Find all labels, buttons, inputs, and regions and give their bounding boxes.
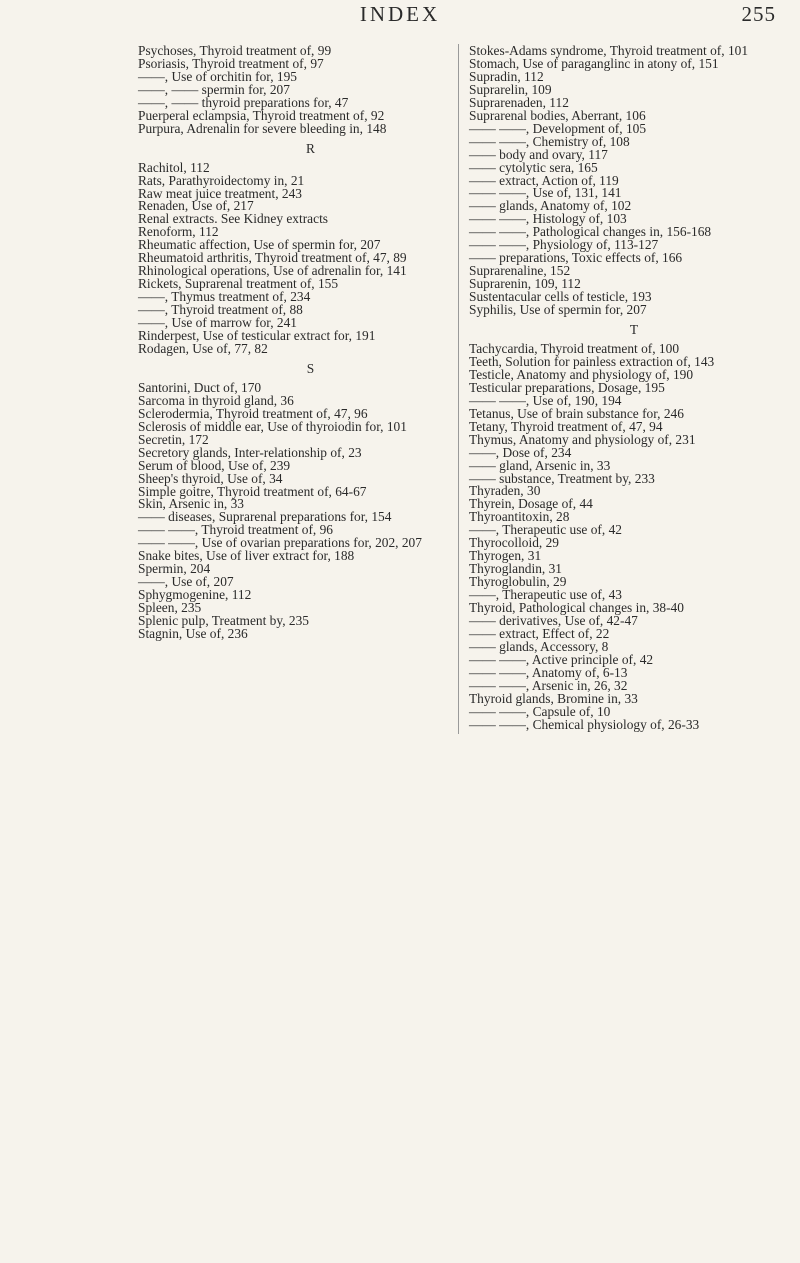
index-entry: Thyroid, Pathological changes in, 38-40 — [469, 600, 684, 616]
index-entry: —— derivatives, Use of, 42-47 — [469, 612, 638, 628]
index-entry: Santorini, Duct of, 170 — [138, 379, 262, 395]
index-entry: Sarcoma in thyroid gland, 36 — [138, 392, 294, 408]
index-entry: Tachycardia, Thyroid treatment of, 100 — [469, 340, 680, 356]
index-entry: —— glands, Anatomy of, 102 — [469, 198, 632, 214]
column-divider — [458, 44, 459, 734]
index-entry: Stagnin, Use of, 236 — [138, 625, 248, 641]
index-entry: Rheumatoid arthritis, Thyroid treatment of, 47, 89 — [138, 250, 407, 266]
index-entry: Suprarenal bodies, Aberrant, 106 — [469, 107, 646, 123]
index-entry: —— ——, Use of ovarian preparations for, 202, 207 — [138, 535, 422, 551]
index-entry: ——, Use of, 207 — [138, 574, 234, 590]
index-entry: ——, Therapeutic use of, 43 — [469, 587, 622, 603]
index-entry: Renoform, 112 — [138, 224, 219, 240]
index-entry: ——, —— thyroid preparations for, 47 — [138, 94, 349, 110]
index-entry: Rachitol, 112 — [138, 159, 210, 175]
index-entry: Tetany, Thyroid treatment of, 47, 94 — [469, 418, 663, 434]
index-entry: Spleen, 235 — [138, 600, 202, 616]
index-entry: —— diseases, Suprarenal preparations for, 154 — [138, 509, 392, 525]
index-entry: ——, Use of marrow for, 241 — [138, 315, 298, 331]
index-entry: Rhinological operations, Use of adrenalin for, 141 — [138, 263, 407, 279]
index-entry: Rickets, Suprarenal treatment of, 155 — [138, 276, 339, 292]
index-entry: —— extract, Action of, 119 — [469, 172, 619, 188]
index-entry: —— substance, Treatment by, 233 — [469, 470, 655, 486]
index-entry: Simple goitre, Thyroid treatment of, 64-67 — [138, 483, 367, 499]
index-entry: Renal extracts. See Kidney extracts — [138, 211, 328, 227]
index-entry: —— ——, Use of, 131, 141 — [469, 185, 622, 201]
index-entry: Testicular preparations, Dosage, 195 — [469, 379, 665, 395]
index-entry: —— body and ovary, 117 — [469, 146, 608, 162]
index-entry: —— preparations, Toxic effects of, 166 — [469, 250, 683, 266]
index-entry: Purpura, Adrenalin for severe bleeding in, 148 — [138, 120, 387, 136]
page-title: INDEX — [359, 2, 441, 26]
index-entry: Thyrogen, 31 — [469, 548, 542, 564]
index-entry: —— ——, Capsule of, 10 — [469, 703, 611, 719]
index-entry: Serum of blood, Use of, 239 — [138, 457, 291, 473]
index-entry: Snake bites, Use of liver extract for, 188 — [138, 548, 355, 564]
index-entry: —— ——, Pathological changes in, 156-168 — [469, 224, 712, 240]
index-entry: —— extract, Effect of, 22 — [469, 625, 610, 641]
index-entry: Psoriasis, Thyroid treatment of, 97 — [138, 55, 324, 71]
index-entry: Suprarenaline, 152 — [469, 263, 571, 279]
index-entry: ——, Thyroid treatment of, 88 — [138, 302, 303, 318]
index-entry: ——, Thymus treatment of, 234 — [138, 289, 311, 305]
index-entry: Suprarenaden, 112 — [469, 94, 569, 110]
index-entry: Thyroid glands, Bromine in, 33 — [469, 690, 638, 706]
index-entry: Thymus, Anatomy and physiology of, 231 — [469, 431, 696, 447]
index-entry: Renaden, Use of, 217 — [138, 198, 254, 214]
index-entry: —— ——, Physiology of, 113-127 — [469, 237, 659, 253]
index-entry: Sheep's thyroid, Use of, 34 — [138, 470, 283, 486]
index-entry: —— glands, Accessory, 8 — [469, 638, 609, 654]
index-entry: Psychoses, Thyroid treatment of, 99 — [138, 43, 332, 58]
index-entry: —— ——, Arsenic in, 26, 32 — [469, 677, 628, 693]
index-entry: —— ——, Use of, 190, 194 — [469, 392, 622, 408]
page-number: 255 — [741, 2, 776, 26]
index-entry: Sclerodermia, Thyroid treatment of, 47, 96 — [138, 405, 368, 421]
index-entry: —— ——, Development of, 105 — [469, 120, 647, 136]
index-entry: Splenic pulp, Treatment by, 235 — [138, 613, 309, 629]
index-entry: Sphygmogenine, 112 — [138, 587, 252, 603]
index-entry: Suprarelin, 109 — [469, 81, 552, 97]
index-entry: Rinderpest, Use of testicular extract for, 191 — [138, 328, 376, 344]
index-entry: —— ——, Chemistry of, 108 — [469, 133, 630, 149]
index-entry: —— ——, Active principle of, 42 — [469, 651, 654, 667]
index-entry: ——, Dose of, 234 — [469, 444, 572, 460]
index-entry: Raw meat juice treatment, 243 — [138, 185, 302, 201]
index-entry: ——, Use of orchitin for, 195 — [138, 68, 298, 84]
index-entry: Teeth, Solution for painless extraction of, 143 — [469, 353, 715, 369]
index-entry: Testicle, Anatomy and physiology of, 190 — [469, 366, 694, 382]
index-column-left — [138, 45, 483, 641]
index-entry: Sustentacular cells of testicle, 193 — [469, 289, 652, 305]
index-entry: ——, —— spermin for, 207 — [138, 81, 290, 97]
section-letter: S — [306, 360, 315, 376]
index-entry: Thyraden, 30 — [469, 483, 541, 499]
index-entry: ——, Therapeutic use of, 42 — [469, 522, 622, 538]
running-head — [0, 2, 800, 32]
index-entry: Puerperal eclampsia, Thyroid treatment of, 92 — [138, 107, 385, 123]
index-entry: Rheumatic affection, Use of spermin for, 207 — [138, 237, 381, 253]
index-entry: Thyroglandin, 31 — [469, 561, 562, 577]
index-entry: Suprarenin, 109, 112 — [469, 276, 581, 292]
index-entry: Sclerosis of middle ear, Use of thyroiodin for, 101 — [138, 418, 407, 434]
index-entry: Skin, Arsenic in, 33 — [138, 496, 245, 512]
section-letter: T — [629, 322, 639, 338]
index-entry: —— ——, Histology of, 103 — [469, 211, 627, 227]
index-entry: Stokes-Adams syndrome, Thyroid treatment of, 101 — [469, 43, 749, 58]
index-column-right — [469, 45, 799, 732]
index-entry: Spermin, 204 — [138, 561, 211, 577]
index-entry: Secretin, 172 — [138, 431, 209, 447]
index-entry: —— ——, Chemical physiology of, 26-33 — [469, 716, 700, 732]
index-entry: —— gland, Arsenic in, 33 — [469, 457, 611, 473]
index-entry: Rodagen, Use of, 77, 82 — [138, 340, 268, 356]
index-entry: —— ——, Anatomy of, 6-13 — [469, 664, 628, 680]
index-entry: —— ——, Thyroid treatment of, 96 — [138, 522, 334, 538]
section-letter: R — [306, 140, 315, 156]
index-entry: —— cytolytic sera, 165 — [469, 159, 598, 175]
index-entry: Syphilis, Use of spermin for, 207 — [469, 302, 647, 318]
index-entry: Tetanus, Use of brain substance for, 246 — [469, 405, 684, 421]
index-entry: Rats, Parathyroidectomy in, 21 — [138, 172, 305, 188]
index-entry: Supradin, 112 — [469, 68, 544, 84]
index-entry: Thyrocolloid, 29 — [469, 535, 560, 551]
index-entry: Thyrein, Dosage of, 44 — [469, 496, 593, 512]
index-entry: Secretory glands, Inter-relationship of, 23 — [138, 444, 362, 460]
index-entry: Thyroglobulin, 29 — [469, 574, 567, 590]
index-entry: Thyroantitoxin, 28 — [469, 509, 570, 525]
index-entry: Stomach, Use of paraganglinc in atony of, 151 — [469, 55, 719, 71]
